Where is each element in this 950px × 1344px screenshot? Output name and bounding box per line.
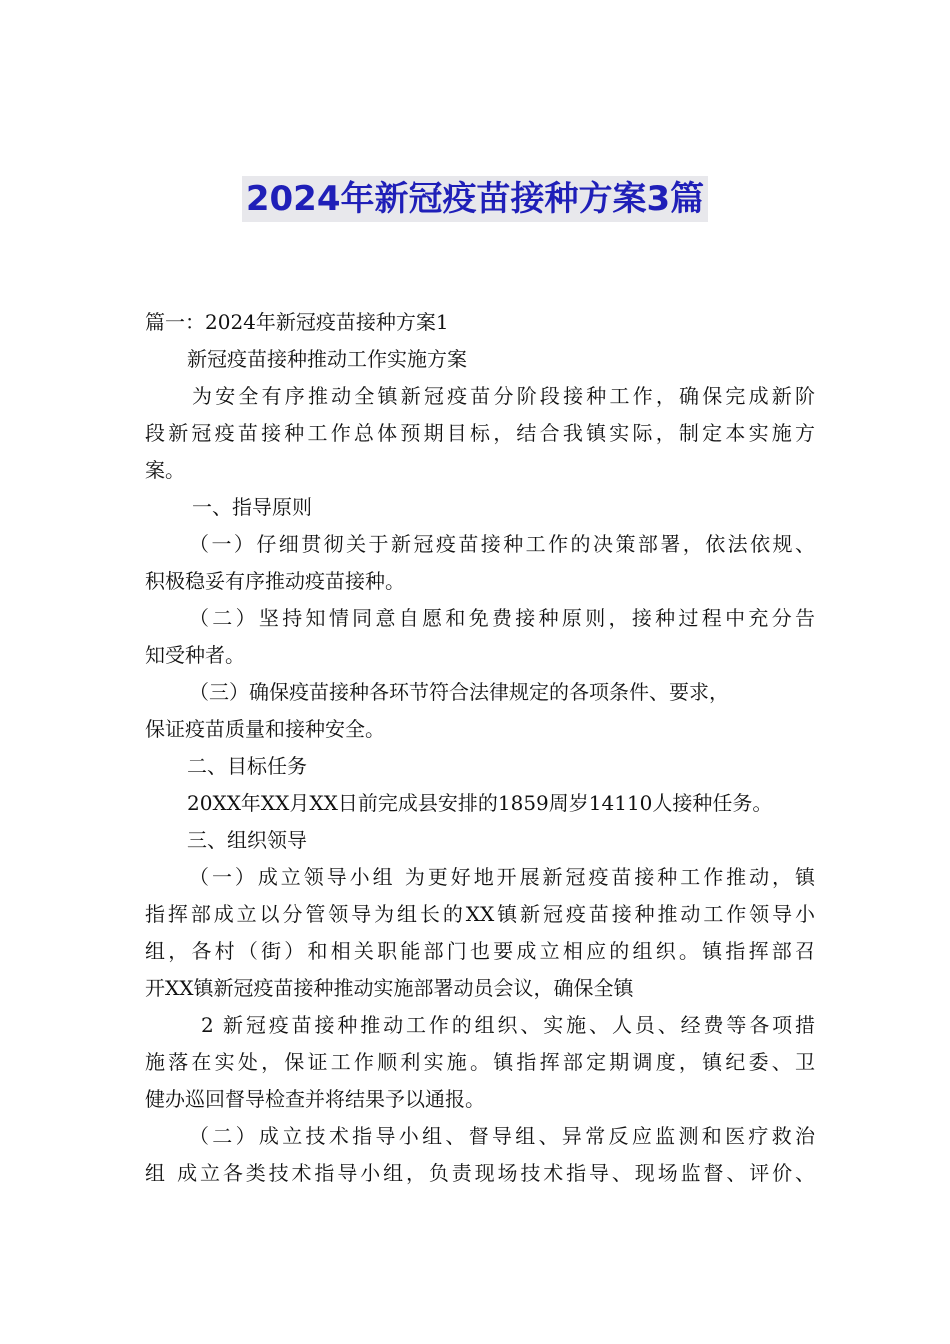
heading-line: 一、指导原则 xyxy=(192,495,312,519)
paragraph-line: 指挥部成立以分管领导为组长的XX镇新冠疫苗接种推动工作领导小 xyxy=(145,902,815,926)
paragraph-line: （一）成立领导小组 为更好地开展新冠疫苗接种工作推动，镇 xyxy=(189,865,815,889)
sub-title: 新冠疫苗接种推动工作实施方案 xyxy=(187,347,467,371)
heading-line: 三、组织领导 xyxy=(187,828,307,852)
paragraph-line: 2 新冠疫苗接种推动工作的组织、实施、人员、经费等各项措 xyxy=(201,1013,815,1037)
paragraph-line: 开XX镇新冠疫苗接种推动实施部署动员会议，确保全镇 xyxy=(145,976,634,1000)
paragraph-line: （一）仔细贯彻关于新冠疫苗接种工作的决策部署，依法依规、 xyxy=(189,532,815,556)
paragraph-line: 保证疫苗质量和接种安全。 xyxy=(145,717,385,741)
paragraph-line: （二）成立技术指导小组、督导组、异常反应监测和医疗救治 xyxy=(189,1124,815,1148)
heading-line: 二、目标任务 xyxy=(187,754,307,778)
paragraph-line: 知受种者。 xyxy=(145,643,245,667)
paragraph-line: 健办巡回督导检查并将结果予以通报。 xyxy=(145,1087,485,1111)
title-container xyxy=(0,176,950,222)
paragraph-line: （三）确保疫苗接种各环节符合法律规定的各项条件、要求， xyxy=(189,680,729,704)
section-heading: 篇一：2024年新冠疫苗接种方案1 xyxy=(145,310,449,334)
document-title: 2024年新冠疫苗接种方案3篇 xyxy=(242,176,708,222)
paragraph-line: （二）坚持知情同意自愿和免费接种原则，接种过程中充分告 xyxy=(189,606,815,630)
paragraph-line: 20XX年XX月XX日前完成县安排的1859周岁14110人接种任务。 xyxy=(187,791,773,815)
paragraph-line: 案。 xyxy=(145,458,185,482)
paragraph-line: 段新冠疫苗接种工作总体预期目标，结合我镇实际，制定本实施方 xyxy=(145,421,815,445)
paragraph-line: 为安全有序推动全镇新冠疫苗分阶段接种工作，确保完成新阶 xyxy=(192,384,815,408)
paragraph-line: 施落在实处，保证工作顺利实施。镇指挥部定期调度，镇纪委、卫 xyxy=(145,1050,815,1074)
document-body xyxy=(145,304,815,1192)
paragraph-line: 组 成立各类技术指导小组，负责现场技术指导、现场监督、评价、 xyxy=(145,1161,815,1185)
paragraph-line: 组，各村（街）和相关职能部门也要成立相应的组织。镇指挥部召 xyxy=(145,939,815,963)
paragraph-line: 积极稳妥有序推动疫苗接种。 xyxy=(145,569,405,593)
